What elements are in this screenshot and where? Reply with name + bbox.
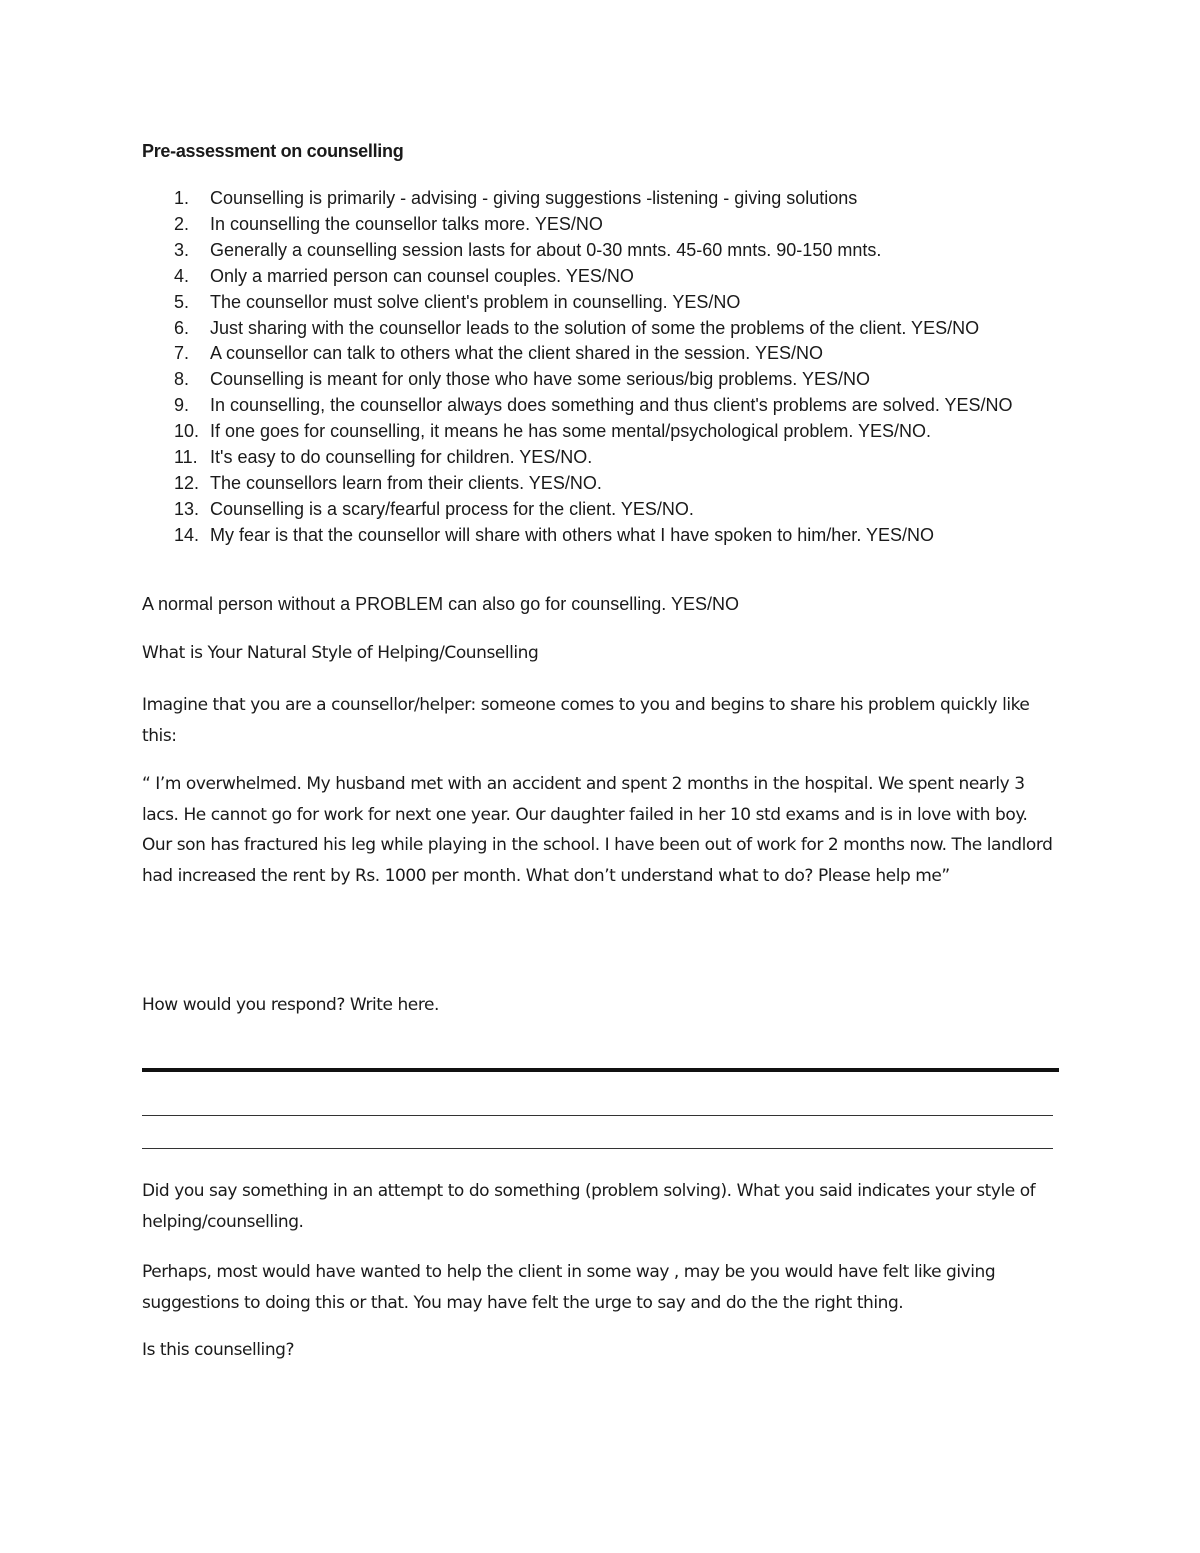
question-number: 14. xyxy=(174,524,200,545)
quote-paragraph: “ I’m overwhelmed. My husband met with an accident and spent 2 months in the hospital. We spent nearly 3 lacs. He cannot go for work for next one year. Our daughter failed in her 10 std exams and is in love with boy. Our son has fractured his leg while playing in the school. I have been out of work for 2 months now. The landlord had increased the rent by Rs. 1000 per month. What don’t understand what to do? Please help me” xyxy=(142,774,1053,886)
list-item xyxy=(142,264,1062,290)
question-text: In counselling, the counsellor always does something and thus client's problems are solved. YES/NO xyxy=(210,395,1013,416)
list-item xyxy=(142,367,1062,393)
answer-line[interactable] xyxy=(142,1148,1053,1149)
question-text: In counselling the counsellor talks more. YES/NO xyxy=(210,213,603,234)
list-item xyxy=(142,238,1062,264)
question-text: It's easy to do counselling for children. YES/NO. xyxy=(210,447,593,468)
list-item xyxy=(142,445,1062,471)
list-item xyxy=(142,497,1062,523)
question-number: 10. xyxy=(174,421,200,442)
list-item xyxy=(142,186,1062,212)
question-text: My fear is that the counsellor will share with others what I have spoken to him/her. YES/NO xyxy=(210,524,935,545)
question-number: 7. xyxy=(174,343,190,364)
question-text: A counsellor can talk to others what the client shared in the session. YES/NO xyxy=(210,343,824,364)
question-text: Just sharing with the counsellor leads to the solution of some the problems of the client. YES/NO xyxy=(210,317,980,338)
extra-question: A normal person without a PROBLEM can also go for counselling. YES/NO xyxy=(142,594,739,614)
list-item xyxy=(142,523,1062,549)
question-text: Counselling is a scary/fearful process for the client. YES/NO. xyxy=(210,498,694,519)
question-number: 12. xyxy=(174,472,200,493)
question-list xyxy=(142,186,1062,549)
question-text: Counselling is meant for only those who have some serious/big problems. YES/NO xyxy=(210,369,870,390)
question-number: 5. xyxy=(174,291,190,312)
list-item xyxy=(142,393,1062,419)
final-question: Is this counselling? xyxy=(142,1340,295,1360)
list-item xyxy=(142,419,1062,445)
question-number: 11. xyxy=(174,447,198,468)
document-title: Pre-assessment on counselling xyxy=(142,141,404,161)
list-item xyxy=(142,316,1062,342)
perhaps-paragraph: Perhaps, most would have wanted to help the client in some way , may be you would have felt like giving suggestions to doing this or that. You may have felt the urge to say and do the the right thing. xyxy=(142,1262,996,1313)
question-number: 13. xyxy=(174,498,200,519)
question-number: 1. xyxy=(174,188,190,208)
question-number: 3. xyxy=(174,239,190,260)
question-text: Counselling is primarily - advising - giving suggestions -listening - giving solutions xyxy=(210,188,858,208)
list-item xyxy=(142,212,1062,238)
did-you-say-paragraph: Did you say something in an attempt to do something (problem solving). What you said indicates your style of helping/counselling. xyxy=(142,1181,1036,1232)
question-text: Generally a counselling session lasts for about 0-30 mnts. 45-60 mnts. 90-150 mnts. xyxy=(210,239,882,260)
question-number: 8. xyxy=(174,369,190,390)
list-item xyxy=(142,471,1062,497)
question-text: If one goes for counselling, it means he has some mental/psychological problem. YES/NO. xyxy=(210,421,932,442)
answer-line[interactable] xyxy=(142,1115,1053,1116)
question-number: 4. xyxy=(174,265,190,286)
question-number: 6. xyxy=(174,317,190,338)
list-item xyxy=(142,341,1062,367)
question-text: Only a married person can counsel couples. YES/NO xyxy=(210,265,634,286)
question-number: 9. xyxy=(174,395,190,416)
imagine-paragraph: Imagine that you are a counsellor/helper: someone comes to you and begins to share his problem quickly like this: xyxy=(142,695,1030,746)
question-text: The counsellor must solve client's problem in counselling. YES/NO xyxy=(210,291,741,312)
style-heading: What is Your Natural Style of Helping/Counselling xyxy=(142,643,539,663)
list-item xyxy=(142,290,1062,316)
answer-line[interactable] xyxy=(142,1068,1059,1072)
respond-prompt: How would you respond? Write here. xyxy=(142,995,439,1015)
question-number: 2. xyxy=(174,213,190,234)
question-text: The counsellors learn from their clients. YES/NO. xyxy=(210,472,602,493)
